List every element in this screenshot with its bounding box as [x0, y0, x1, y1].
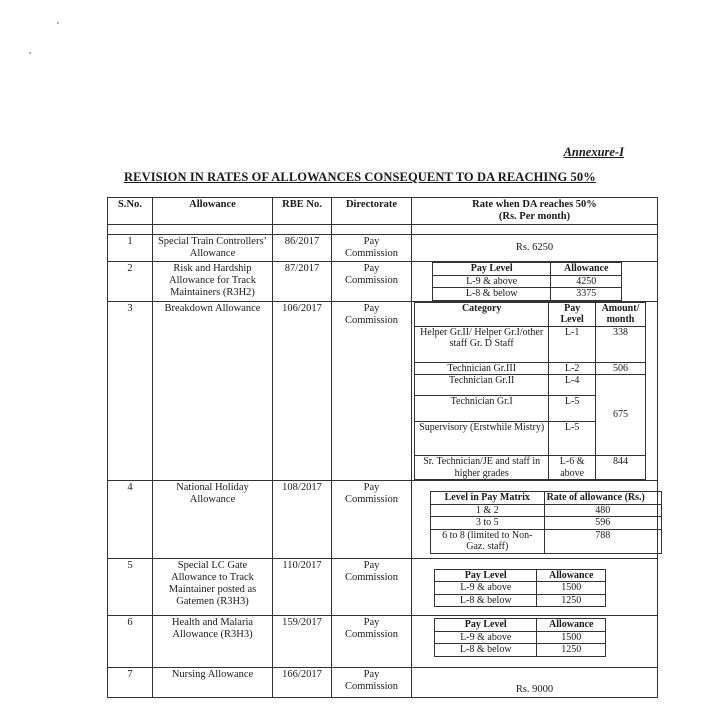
pay-matrix-level: 3 to 5	[431, 517, 545, 530]
rate-cell: Rs. 6250	[412, 235, 658, 262]
sno-cell: 2	[108, 262, 153, 302]
pay-level: L-9 & above	[435, 582, 537, 595]
allowance-amount: 3375	[551, 288, 622, 301]
rate-cell	[412, 616, 658, 668]
allowance-amount: 1500	[537, 631, 606, 644]
allowance-cell: National Holiday Allowance	[153, 481, 273, 559]
pay-level: L-8 & below	[433, 288, 551, 301]
inner-header: Amount/ month	[595, 302, 645, 326]
allowance-cell: Risk and Hardship Allowance for Track Maintainers (R3H2)	[153, 262, 273, 302]
allowance-cell: Breakdown Allowance	[153, 301, 273, 481]
directorate-line1: Pay	[363, 263, 380, 274]
directorate-cell	[332, 558, 412, 616]
rbe-cell: 110/2017	[273, 558, 332, 616]
directorate-line1: Pay	[363, 302, 380, 314]
allowance-cell: Health and Malaria Allowance (R3H3)	[153, 616, 273, 668]
pay-matrix-level: 6 to 8 (limited to Non-Gaz. staff)	[431, 529, 545, 553]
allowance-amount: 1250	[537, 594, 606, 607]
header-rate-line1: Rate when DA reaches 50%	[472, 199, 597, 210]
pay-level-table	[432, 262, 622, 301]
directorate-line2: Commission	[344, 494, 399, 505]
pay-level: L-9 & above	[435, 631, 537, 644]
holiday-rate-table	[430, 491, 662, 554]
inner-header: Level in Pay Matrix	[431, 492, 545, 505]
directorate-cell	[332, 262, 412, 302]
header-rate	[412, 198, 658, 225]
directorate-line2: Commission	[344, 680, 399, 692]
inner-header: Allowance	[551, 263, 622, 276]
rate-cell	[412, 558, 658, 616]
category: Helper Gr.II/ Helper Gr.I/other staff Gr. D Staff	[415, 326, 549, 362]
allowance-table	[107, 197, 658, 698]
directorate-line2: Commission	[344, 629, 399, 640]
rate-cell	[412, 262, 658, 302]
rbe-cell: 106/2017	[273, 301, 332, 481]
directorate-cell	[332, 667, 412, 697]
spacer-row	[108, 225, 658, 235]
category: Supervisory (Erstwhile Mistry)	[415, 422, 549, 456]
pay-level: L-9 & above	[433, 275, 551, 288]
allowance-amount: 1250	[537, 644, 606, 657]
directorate-cell	[332, 616, 412, 668]
header-row	[108, 198, 658, 225]
rate-amount: 788	[544, 529, 661, 553]
rbe-cell: 108/2017	[273, 481, 332, 559]
rate-cell	[412, 481, 658, 559]
inner-header: Pay Level	[435, 569, 537, 582]
pay-level: L-5	[549, 422, 596, 456]
inner-header: Pay Level	[433, 263, 551, 276]
inner-header: Allowance	[537, 619, 606, 632]
directorate-line2: Commission	[344, 275, 399, 286]
pay-matrix-level: 1 & 2	[431, 504, 545, 517]
pay-level: L-2	[549, 362, 596, 375]
pay-level: L-8 & below	[435, 594, 537, 607]
category: Sr. Technician/JE and staff in higher grades	[415, 456, 549, 480]
rate-amount: 480	[544, 504, 661, 517]
scan-speck	[57, 22, 59, 24]
header-rate-line2: (Rs. Per month)	[498, 211, 571, 222]
inner-header: Allowance	[537, 569, 606, 582]
header-directorate: Directorate	[332, 198, 412, 225]
table-row	[108, 616, 658, 668]
table-row	[108, 558, 658, 616]
table-row	[108, 262, 658, 302]
inner-header: Rate of allowance (Rs.)	[544, 492, 661, 505]
header-sno: S.No.	[108, 198, 153, 225]
inner-header: Pay Level	[549, 302, 596, 326]
inner-header: Pay Level	[435, 619, 537, 632]
scan-speck	[29, 52, 31, 54]
rate-amount: 596	[544, 517, 661, 530]
rbe-cell: 166/2017	[273, 667, 332, 697]
sno-cell: 6	[108, 616, 153, 668]
pay-level: L-4	[549, 375, 596, 396]
inner-header: Category	[415, 302, 549, 326]
directorate-line1: Pay	[363, 559, 380, 571]
allowance-cell: Special LC Gate Allowance to Track Maintainer posted as Gatemen (R3H3)	[153, 558, 273, 616]
allowance-amount: 4250	[551, 275, 622, 288]
allowance-cell: Nursing Allowance	[153, 667, 273, 697]
directorate-line2: Commission	[344, 314, 399, 326]
rbe-cell: 87/2017	[273, 262, 332, 302]
amount: 338	[595, 326, 645, 362]
amount: 675	[595, 375, 645, 456]
pay-level: L-1	[549, 326, 596, 362]
category: Technician Gr.II	[415, 375, 549, 396]
directorate-cell	[332, 235, 412, 262]
pay-level: L-6 & above	[549, 456, 596, 480]
header-allowance: Allowance	[153, 198, 273, 225]
allowance-amount: 1500	[537, 582, 606, 595]
rate-cell: Rs. 9000	[412, 667, 658, 697]
pay-level-table	[434, 618, 606, 657]
rbe-cell: 159/2017	[273, 616, 332, 668]
pay-level-table	[434, 569, 606, 608]
pay-level: L-8 & below	[435, 644, 537, 657]
sno-cell: 4	[108, 481, 153, 559]
sno-cell: 7	[108, 667, 153, 697]
rate-cell	[412, 301, 658, 481]
sno-cell: 3	[108, 301, 153, 481]
table-row	[108, 301, 658, 481]
sno-cell: 1	[108, 235, 153, 262]
breakdown-table	[414, 302, 646, 481]
table-row	[108, 667, 658, 697]
header-rbe: RBE No.	[273, 198, 332, 225]
sno-cell: 5	[108, 558, 153, 616]
category: Technician Gr.I	[415, 396, 549, 422]
category: Technician Gr.III	[415, 362, 549, 375]
amount: 844	[595, 456, 645, 480]
allowance-cell: Special Train Controllers’ Allowance	[153, 235, 273, 262]
directorate-line1: Pay	[363, 668, 380, 680]
directorate-line2: Commission	[344, 571, 399, 583]
amount: 506	[595, 362, 645, 375]
table-row	[108, 481, 658, 559]
rbe-cell: 86/2017	[273, 235, 332, 262]
directorate-line2: Commission	[344, 248, 399, 259]
directorate-line1: Pay	[363, 482, 380, 493]
directorate-line1: Pay	[363, 617, 380, 628]
annexure-label: Annexure-I	[563, 145, 624, 159]
directorate-cell	[332, 301, 412, 481]
document-title: REVISION IN RATES OF ALLOWANCES CONSEQUENT TO DA REACHING 50%	[124, 170, 596, 184]
directorate-line1: Pay	[363, 236, 380, 247]
pay-level: L-5	[549, 396, 596, 422]
directorate-cell	[332, 481, 412, 559]
table-row	[108, 235, 658, 262]
